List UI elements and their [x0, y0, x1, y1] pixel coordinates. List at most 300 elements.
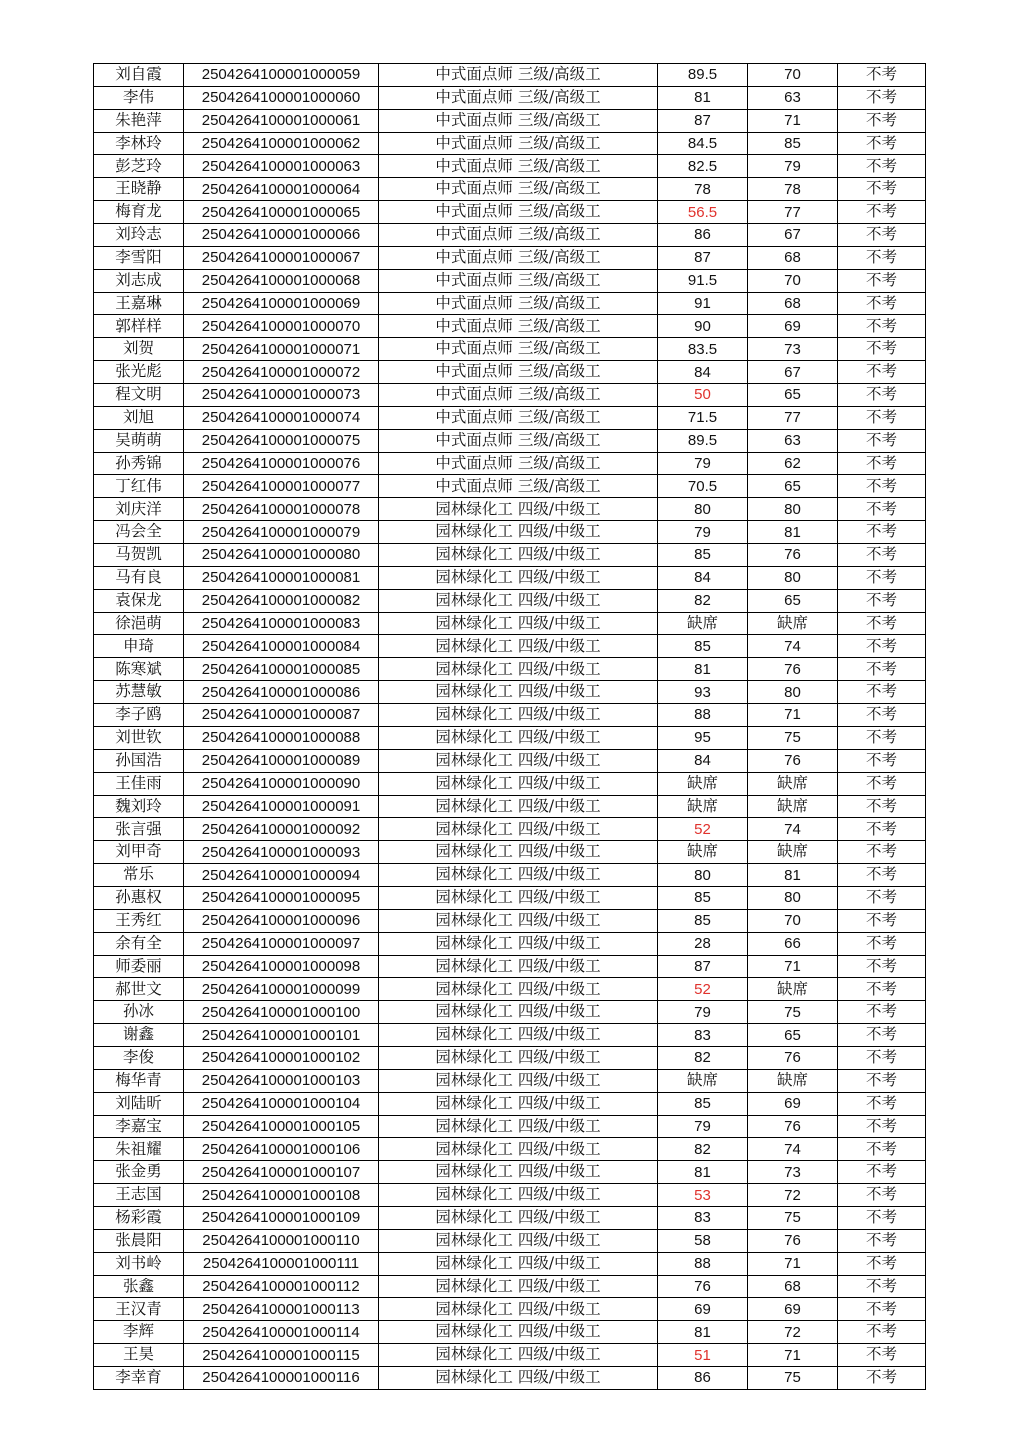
table-row	[94, 475, 926, 498]
cell-status: 不考	[838, 1115, 926, 1138]
cell-practical-score: 76	[748, 658, 838, 681]
cell-status: 不考	[838, 795, 926, 818]
table-row	[94, 795, 926, 818]
cell-exam-id: 2504264100001000064	[184, 178, 379, 201]
cell-practical-score: 80	[748, 566, 838, 589]
cell-theory-score: 84	[658, 361, 748, 384]
cell-occupation-level: 园林绿化工 四级/中级工	[379, 1115, 658, 1138]
cell-status: 不考	[838, 1184, 926, 1207]
cell-occupation-level: 园林绿化工 四级/中级工	[379, 1161, 658, 1184]
table-row	[94, 1344, 926, 1367]
cell-practical-score: 77	[748, 201, 838, 224]
cell-theory-score: 56.5	[658, 201, 748, 224]
cell-status: 不考	[838, 64, 926, 87]
cell-name: 孙国浩	[94, 749, 184, 772]
cell-status: 不考	[838, 978, 926, 1001]
cell-exam-id: 2504264100001000105	[184, 1115, 379, 1138]
cell-practical-score: 85	[748, 132, 838, 155]
cell-occupation-level: 中式面点师 三级/高级工	[379, 178, 658, 201]
cell-exam-id: 2504264100001000092	[184, 818, 379, 841]
cell-occupation-level: 中式面点师 三级/高级工	[379, 201, 658, 224]
cell-name: 魏刘玲	[94, 795, 184, 818]
cell-theory-score: 81	[658, 1161, 748, 1184]
cell-practical-score: 67	[748, 361, 838, 384]
cell-practical-score: 69	[748, 1092, 838, 1115]
cell-theory-score: 79	[658, 1001, 748, 1024]
cell-practical-score: 71	[748, 1252, 838, 1275]
cell-occupation-level: 中式面点师 三级/高级工	[379, 109, 658, 132]
table-row	[94, 1321, 926, 1344]
cell-theory-score: 85	[658, 909, 748, 932]
cell-exam-id: 2504264100001000068	[184, 269, 379, 292]
cell-status: 不考	[838, 475, 926, 498]
cell-exam-id: 2504264100001000081	[184, 566, 379, 589]
cell-occupation-level: 中式面点师 三级/高级工	[379, 475, 658, 498]
cell-name: 孙惠权	[94, 886, 184, 909]
cell-exam-id: 2504264100001000099	[184, 978, 379, 1001]
cell-occupation-level: 中式面点师 三级/高级工	[379, 315, 658, 338]
cell-practical-score: 78	[748, 178, 838, 201]
cell-exam-id: 2504264100001000097	[184, 932, 379, 955]
cell-practical-score: 76	[748, 1046, 838, 1069]
cell-practical-score: 62	[748, 452, 838, 475]
cell-practical-score: 70	[748, 909, 838, 932]
cell-practical-score: 75	[748, 1206, 838, 1229]
cell-occupation-level: 中式面点师 三级/高级工	[379, 452, 658, 475]
cell-theory-score: 58	[658, 1229, 748, 1252]
cell-name: 王昊	[94, 1344, 184, 1367]
cell-status: 不考	[838, 315, 926, 338]
cell-theory-score: 95	[658, 726, 748, 749]
cell-practical-score: 75	[748, 726, 838, 749]
cell-status: 不考	[838, 292, 926, 315]
cell-theory-score: 缺席	[658, 795, 748, 818]
cell-practical-score: 79	[748, 155, 838, 178]
cell-practical-score: 71	[748, 704, 838, 727]
cell-exam-id: 2504264100001000091	[184, 795, 379, 818]
cell-status: 不考	[838, 886, 926, 909]
cell-practical-score: 69	[748, 315, 838, 338]
cell-status: 不考	[838, 635, 926, 658]
cell-theory-score: 82	[658, 1046, 748, 1069]
cell-name: 王志国	[94, 1184, 184, 1207]
cell-name: 申琦	[94, 635, 184, 658]
table-row	[94, 178, 926, 201]
cell-practical-score: 73	[748, 1161, 838, 1184]
cell-name: 梅华青	[94, 1069, 184, 1092]
cell-name: 刘贺	[94, 338, 184, 361]
table-row	[94, 704, 926, 727]
cell-name: 常乐	[94, 864, 184, 887]
cell-theory-score: 51	[658, 1344, 748, 1367]
table-row	[94, 612, 926, 635]
cell-occupation-level: 中式面点师 三级/高级工	[379, 155, 658, 178]
cell-theory-score: 78	[658, 178, 748, 201]
cell-theory-score: 84	[658, 749, 748, 772]
cell-theory-score: 85	[658, 886, 748, 909]
cell-theory-score: 85	[658, 1092, 748, 1115]
cell-status: 不考	[838, 1161, 926, 1184]
cell-practical-score: 76	[748, 749, 838, 772]
cell-theory-score: 80	[658, 864, 748, 887]
cell-status: 不考	[838, 749, 926, 772]
cell-occupation-level: 园林绿化工 四级/中级工	[379, 704, 658, 727]
cell-exam-id: 2504264100001000112	[184, 1275, 379, 1298]
cell-exam-id: 2504264100001000114	[184, 1321, 379, 1344]
cell-practical-score: 68	[748, 1275, 838, 1298]
table-row	[94, 269, 926, 292]
cell-name: 张晨阳	[94, 1229, 184, 1252]
cell-theory-score: 70.5	[658, 475, 748, 498]
table-row	[94, 201, 926, 224]
cell-status: 不考	[838, 566, 926, 589]
cell-name: 孙秀锦	[94, 452, 184, 475]
table-row	[94, 406, 926, 429]
cell-status: 不考	[838, 589, 926, 612]
cell-exam-id: 2504264100001000067	[184, 246, 379, 269]
table-row	[94, 589, 926, 612]
cell-status: 不考	[838, 178, 926, 201]
cell-practical-score: 66	[748, 932, 838, 955]
table-row	[94, 315, 926, 338]
cell-practical-score: 74	[748, 818, 838, 841]
cell-theory-score: 85	[658, 544, 748, 567]
cell-theory-score: 88	[658, 704, 748, 727]
cell-name: 苏慧敏	[94, 681, 184, 704]
cell-name: 刘陆昕	[94, 1092, 184, 1115]
cell-name: 梅育龙	[94, 201, 184, 224]
cell-occupation-level: 园林绿化工 四级/中级工	[379, 726, 658, 749]
cell-practical-score: 67	[748, 224, 838, 247]
cell-theory-score: 91.5	[658, 269, 748, 292]
table-row	[94, 841, 926, 864]
cell-practical-score: 80	[748, 886, 838, 909]
table-row	[94, 1298, 926, 1321]
cell-name: 张鑫	[94, 1275, 184, 1298]
cell-exam-id: 2504264100001000063	[184, 155, 379, 178]
cell-name: 马贺凯	[94, 544, 184, 567]
cell-status: 不考	[838, 909, 926, 932]
cell-occupation-level: 中式面点师 三级/高级工	[379, 361, 658, 384]
cell-theory-score: 88	[658, 1252, 748, 1275]
cell-exam-id: 2504264100001000066	[184, 224, 379, 247]
cell-status: 不考	[838, 1298, 926, 1321]
cell-exam-id: 2504264100001000082	[184, 589, 379, 612]
cell-exam-id: 2504264100001000095	[184, 886, 379, 909]
cell-status: 不考	[838, 1366, 926, 1389]
table-row	[94, 132, 926, 155]
table-row	[94, 246, 926, 269]
cell-status: 不考	[838, 201, 926, 224]
table-row	[94, 1161, 926, 1184]
cell-exam-id: 2504264100001000093	[184, 841, 379, 864]
table-row	[94, 726, 926, 749]
cell-occupation-level: 园林绿化工 四级/中级工	[379, 681, 658, 704]
cell-practical-score: 63	[748, 429, 838, 452]
cell-name: 杨彩霞	[94, 1206, 184, 1229]
cell-practical-score: 65	[748, 384, 838, 407]
cell-name: 刘自霞	[94, 64, 184, 87]
cell-occupation-level: 园林绿化工 四级/中级工	[379, 589, 658, 612]
cell-name: 王佳雨	[94, 772, 184, 795]
cell-occupation-level: 中式面点师 三级/高级工	[379, 246, 658, 269]
cell-practical-score: 80	[748, 498, 838, 521]
cell-status: 不考	[838, 864, 926, 887]
cell-name: 李辉	[94, 1321, 184, 1344]
table-row	[94, 1138, 926, 1161]
table-row	[94, 1069, 926, 1092]
cell-exam-id: 2504264100001000103	[184, 1069, 379, 1092]
table-row	[94, 544, 926, 567]
cell-theory-score: 缺席	[658, 772, 748, 795]
table-row	[94, 1046, 926, 1069]
cell-practical-score: 缺席	[748, 978, 838, 1001]
cell-theory-score: 71.5	[658, 406, 748, 429]
table-row	[94, 86, 926, 109]
cell-exam-id: 2504264100001000075	[184, 429, 379, 452]
table-row	[94, 384, 926, 407]
cell-occupation-level: 园林绿化工 四级/中级工	[379, 1206, 658, 1229]
table-row	[94, 224, 926, 247]
cell-theory-score: 84.5	[658, 132, 748, 155]
cell-practical-score: 75	[748, 1001, 838, 1024]
cell-theory-score: 28	[658, 932, 748, 955]
cell-practical-score: 70	[748, 64, 838, 87]
cell-name: 郝世文	[94, 978, 184, 1001]
cell-theory-score: 87	[658, 246, 748, 269]
cell-theory-score: 缺席	[658, 1069, 748, 1092]
cell-occupation-level: 园林绿化工 四级/中级工	[379, 566, 658, 589]
cell-name: 刘甲奇	[94, 841, 184, 864]
cell-status: 不考	[838, 1344, 926, 1367]
cell-status: 不考	[838, 429, 926, 452]
cell-occupation-level: 园林绿化工 四级/中级工	[379, 544, 658, 567]
cell-status: 不考	[838, 338, 926, 361]
cell-practical-score: 68	[748, 246, 838, 269]
cell-name: 王晓静	[94, 178, 184, 201]
cell-practical-score: 74	[748, 635, 838, 658]
cell-exam-id: 2504264100001000115	[184, 1344, 379, 1367]
cell-exam-id: 2504264100001000071	[184, 338, 379, 361]
cell-occupation-level: 中式面点师 三级/高级工	[379, 132, 658, 155]
cell-exam-id: 2504264100001000111	[184, 1252, 379, 1275]
cell-occupation-level: 园林绿化工 四级/中级工	[379, 658, 658, 681]
cell-practical-score: 70	[748, 269, 838, 292]
table-row	[94, 635, 926, 658]
cell-exam-id: 2504264100001000096	[184, 909, 379, 932]
cell-theory-score: 91	[658, 292, 748, 315]
cell-occupation-level: 园林绿化工 四级/中级工	[379, 886, 658, 909]
cell-theory-score: 52	[658, 978, 748, 1001]
cell-theory-score: 93	[658, 681, 748, 704]
cell-exam-id: 2504264100001000087	[184, 704, 379, 727]
table-row	[94, 772, 926, 795]
cell-exam-id: 2504264100001000098	[184, 955, 379, 978]
cell-status: 不考	[838, 1024, 926, 1047]
cell-occupation-level: 园林绿化工 四级/中级工	[379, 841, 658, 864]
cell-status: 不考	[838, 246, 926, 269]
cell-practical-score: 缺席	[748, 1069, 838, 1092]
table-row	[94, 1024, 926, 1047]
cell-occupation-level: 园林绿化工 四级/中级工	[379, 1046, 658, 1069]
table-row	[94, 452, 926, 475]
cell-practical-score: 71	[748, 955, 838, 978]
cell-practical-score: 80	[748, 681, 838, 704]
cell-occupation-level: 园林绿化工 四级/中级工	[379, 772, 658, 795]
cell-status: 不考	[838, 1275, 926, 1298]
table-row	[94, 155, 926, 178]
cell-status: 不考	[838, 658, 926, 681]
cell-theory-score: 89.5	[658, 64, 748, 87]
cell-status: 不考	[838, 772, 926, 795]
cell-practical-score: 68	[748, 292, 838, 315]
cell-occupation-level: 中式面点师 三级/高级工	[379, 269, 658, 292]
cell-practical-score: 76	[748, 1115, 838, 1138]
cell-exam-id: 2504264100001000072	[184, 361, 379, 384]
cell-occupation-level: 中式面点师 三级/高级工	[379, 406, 658, 429]
table-row	[94, 1092, 926, 1115]
table-row	[94, 1252, 926, 1275]
cell-exam-id: 2504264100001000069	[184, 292, 379, 315]
cell-occupation-level: 园林绿化工 四级/中级工	[379, 1229, 658, 1252]
cell-exam-id: 2504264100001000108	[184, 1184, 379, 1207]
table-row	[94, 109, 926, 132]
cell-status: 不考	[838, 224, 926, 247]
cell-name: 李嘉宝	[94, 1115, 184, 1138]
cell-practical-score: 65	[748, 1024, 838, 1047]
cell-theory-score: 83	[658, 1206, 748, 1229]
table-row	[94, 292, 926, 315]
cell-exam-id: 2504264100001000088	[184, 726, 379, 749]
cell-practical-score: 71	[748, 109, 838, 132]
cell-status: 不考	[838, 1138, 926, 1161]
cell-theory-score: 80	[658, 498, 748, 521]
cell-status: 不考	[838, 269, 926, 292]
cell-status: 不考	[838, 109, 926, 132]
cell-exam-id: 2504264100001000100	[184, 1001, 379, 1024]
cell-occupation-level: 中式面点师 三级/高级工	[379, 64, 658, 87]
cell-exam-id: 2504264100001000074	[184, 406, 379, 429]
cell-practical-score: 77	[748, 406, 838, 429]
cell-theory-score: 82	[658, 1138, 748, 1161]
table-row	[94, 1229, 926, 1252]
cell-theory-score: 83	[658, 1024, 748, 1047]
cell-exam-id: 2504264100001000078	[184, 498, 379, 521]
cell-exam-id: 2504264100001000085	[184, 658, 379, 681]
cell-exam-id: 2504264100001000079	[184, 521, 379, 544]
cell-status: 不考	[838, 361, 926, 384]
cell-name: 彭芝玲	[94, 155, 184, 178]
cell-name: 刘志成	[94, 269, 184, 292]
cell-status: 不考	[838, 818, 926, 841]
cell-theory-score: 79	[658, 521, 748, 544]
cell-theory-score: 81	[658, 1321, 748, 1344]
cell-occupation-level: 园林绿化工 四级/中级工	[379, 818, 658, 841]
cell-name: 刘玲志	[94, 224, 184, 247]
cell-exam-id: 2504264100001000106	[184, 1138, 379, 1161]
cell-practical-score: 76	[748, 1229, 838, 1252]
cell-occupation-level: 园林绿化工 四级/中级工	[379, 1366, 658, 1389]
table-row	[94, 818, 926, 841]
cell-exam-id: 2504264100001000076	[184, 452, 379, 475]
cell-practical-score: 72	[748, 1184, 838, 1207]
cell-name: 李伟	[94, 86, 184, 109]
cell-practical-score: 缺席	[748, 795, 838, 818]
cell-name: 谢鑫	[94, 1024, 184, 1047]
cell-exam-id: 2504264100001000059	[184, 64, 379, 87]
cell-exam-id: 2504264100001000089	[184, 749, 379, 772]
cell-occupation-level: 园林绿化工 四级/中级工	[379, 1344, 658, 1367]
cell-practical-score: 76	[748, 544, 838, 567]
cell-theory-score: 82	[658, 589, 748, 612]
cell-theory-score: 81	[658, 658, 748, 681]
cell-name: 刘庆洋	[94, 498, 184, 521]
table-row	[94, 681, 926, 704]
cell-status: 不考	[838, 704, 926, 727]
table-row	[94, 361, 926, 384]
cell-status: 不考	[838, 726, 926, 749]
cell-exam-id: 2504264100001000077	[184, 475, 379, 498]
score-table	[93, 63, 926, 1390]
cell-occupation-level: 园林绿化工 四级/中级工	[379, 864, 658, 887]
cell-status: 不考	[838, 612, 926, 635]
cell-name: 王汉青	[94, 1298, 184, 1321]
table-row	[94, 338, 926, 361]
table-row	[94, 1366, 926, 1389]
cell-occupation-level: 园林绿化工 四级/中级工	[379, 932, 658, 955]
cell-status: 不考	[838, 1206, 926, 1229]
cell-name: 刘旭	[94, 406, 184, 429]
cell-practical-score: 75	[748, 1366, 838, 1389]
cell-name: 李林玲	[94, 132, 184, 155]
cell-name: 刘书岭	[94, 1252, 184, 1275]
table-row	[94, 978, 926, 1001]
cell-status: 不考	[838, 681, 926, 704]
cell-exam-id: 2504264100001000113	[184, 1298, 379, 1321]
cell-status: 不考	[838, 1252, 926, 1275]
cell-occupation-level: 园林绿化工 四级/中级工	[379, 498, 658, 521]
cell-exam-id: 2504264100001000073	[184, 384, 379, 407]
cell-name: 师委丽	[94, 955, 184, 978]
cell-status: 不考	[838, 86, 926, 109]
cell-occupation-level: 园林绿化工 四级/中级工	[379, 1024, 658, 1047]
table-row	[94, 749, 926, 772]
cell-status: 不考	[838, 841, 926, 864]
table-row	[94, 1206, 926, 1229]
cell-exam-id: 2504264100001000094	[184, 864, 379, 887]
cell-theory-score: 缺席	[658, 841, 748, 864]
cell-theory-score: 87	[658, 109, 748, 132]
table-row	[94, 932, 926, 955]
cell-status: 不考	[838, 406, 926, 429]
cell-name: 徐浥萌	[94, 612, 184, 635]
cell-occupation-level: 中式面点师 三级/高级工	[379, 384, 658, 407]
cell-exam-id: 2504264100001000104	[184, 1092, 379, 1115]
cell-exam-id: 2504264100001000080	[184, 544, 379, 567]
cell-practical-score: 81	[748, 521, 838, 544]
table-row	[94, 521, 926, 544]
cell-status: 不考	[838, 452, 926, 475]
cell-name: 李幸育	[94, 1366, 184, 1389]
cell-name: 刘世钦	[94, 726, 184, 749]
table-row	[94, 864, 926, 887]
cell-theory-score: 86	[658, 1366, 748, 1389]
cell-exam-id: 2504264100001000109	[184, 1206, 379, 1229]
cell-exam-id: 2504264100001000061	[184, 109, 379, 132]
cell-theory-score: 53	[658, 1184, 748, 1207]
cell-occupation-level: 园林绿化工 四级/中级工	[379, 1298, 658, 1321]
cell-theory-score: 79	[658, 452, 748, 475]
